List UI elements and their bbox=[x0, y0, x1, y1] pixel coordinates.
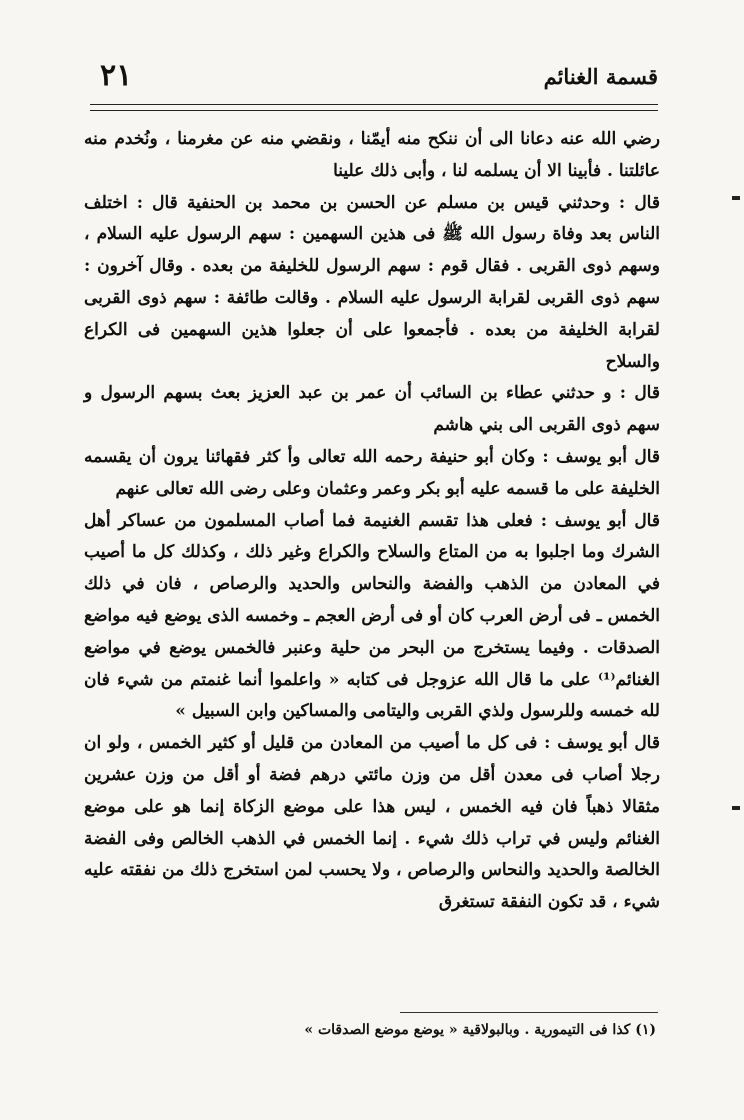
paragraph-5: قال أبو يوسف : فعلى هذا تقسم الغنيمة فما أصاب المسلمون من عساكر أهل الشرك وما اجلبوا به من المتاع والسلاح والكراع وغير ذلك ، وكذلك كل ما أصيب في المعادن من الذهب والفضة والنحاس والحديد والرصاص ، فان في ذلك الخمس ـ فى أرض العرب كان أو فى أرض العجم ـ وخمسه الذى يوضع فيه مواضع الصدقات . وفيما يستخرج من البحر من حلية وعنبر فالخمس يوضع في مواضع الغنائم⁽¹⁾ على ما قال الله عزوجل فى كتابه « واعلموا أنما غنمتم من شيء فان لله خمسه وللرسول ولذي القربى واليتامى والمساكين وابن السبيل » bbox=[84, 510, 660, 722]
footnote-rule bbox=[400, 1012, 658, 1013]
paragraph-4: قال أبو يوسف : وكان أبو حنيفة رحمه الله تعالى وأ كثر فقهائنا يرون أن يقسمه الخليفة على ما قسمه عليه أبو بكر وعمر وعثمان وعلى رضى الله تعالى عنهم bbox=[84, 446, 660, 499]
header-double-rule bbox=[90, 104, 658, 111]
paragraph-1: رضي الله عنه دعانا الى أن ننكح منه أيمّنا ، ونقضي منه عن مغرمنا ، ونُخدم منه عائلتنا . فأبينا الا أن يسلمه لنا ، وأبى ذلك علينا bbox=[84, 129, 660, 181]
main-text bbox=[84, 124, 660, 919]
footnote: (١) كذا فى التيمورية . وبالبولاقية « يوضع موضع الصدقات » bbox=[304, 1022, 656, 1038]
margin-mark bbox=[732, 196, 740, 200]
page-header bbox=[88, 58, 658, 98]
running-title: قسمة الغنائم bbox=[543, 64, 658, 89]
margin-mark bbox=[732, 806, 740, 810]
paragraph-6: قال أبو يوسف : فى كل ما أصيب من المعادن من قليل أو كثير الخمس ، ولو ان رجلا أصاب فى معدن أقل من وزن مائتي درهم فضة أو أقل من وزن عشرين مثقالا ذهباً فان فيه الخمس ، ليس هذا على موضع الزكاة إنما هو على موضع الغنائم وليس في تراب ذلك شيء . إنما الخمس في الذهب الخالص وفى الفضة الخالصة والحديد والنحاس والرصاص ، ولا يحسب لمن استخرج ذلك من نفقته عليه شيء ، قد تكون النفقة تستغرق bbox=[84, 733, 660, 913]
paragraph-2: قال : وحدثني قيس بن مسلم عن الحسن بن محمد بن الحنفية قال : اختلف الناس بعد وفاة رسول الله ﷺ فى هذين السهمين : سهم الرسول عليه السلام ، وسهم ذوى القربى . فقال قوم : سهم الرسول للخليفة من بعده . وقال آخرون : سهم ذوى القربى لقرابة الرسول عليه السلام . وقالت طائفة : سهم ذوى القربى لقرابة الخليفة من بعده . فأجمعوا على أن جعلوا هذين السهمين فى الكراع والسلاح bbox=[84, 192, 660, 372]
page-number: ٢١ bbox=[100, 58, 133, 93]
paragraph-3: قال : و حدثني عطاء بن السائب أن عمر بن عبد العزيز بعث بسهم الرسول و سهم ذوى القربى الى بني هاشم bbox=[84, 383, 660, 436]
